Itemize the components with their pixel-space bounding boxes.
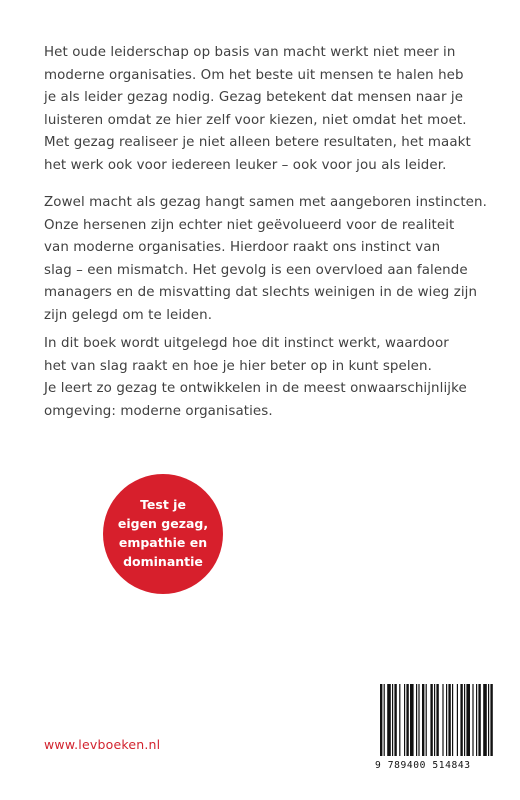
- blurb-paragraph-3: In dit boek wordt uitgelegd hoe dit instinct werkt, waardoor het van slag raakt en hoe je hier beter op in kunt spelen. Je leert zo gezag te ontwikkelen in de meest onwaarschijnlijke omgeving: moderne organisaties.: [44, 336, 467, 419]
- blurb-paragraph-2: Zowel macht als gezag hangt samen met aangeboren instincten. Onze hersenen zijn echter niet geëvolueerd voor de realiteit van moderne organisaties. Hierdoor raakt ons instinct van slag – een mismatch. Het gevolg is een overvloed aan falende managers en de misvatting dat slechts weinigen in de wieg zijn zijn gelegd om te leiden.: [44, 195, 487, 323]
- promo-badge: [103, 474, 223, 594]
- publisher-website: www.levboeken.nl: [44, 737, 161, 752]
- promo-badge-text: Test je eigen gezag, empathie en dominantie: [117, 497, 209, 569]
- isbn-barcode: [370, 682, 520, 778]
- barcode-bars-icon: [370, 682, 520, 760]
- isbn-digits: 9 789400 514843: [375, 760, 471, 771]
- blurb-paragraph-1: Het oude leiderschap op basis van macht werkt niet meer in moderne organisaties. Om het beste uit mensen te halen heb je als leider gezag nodig. Gezag betekent dat mensen naar je luisteren omdat ze hier zelf voor kiezen, niet omdat het moet. Met gezag realiseer je niet alleen betere resultaten, het maakt het werk ook voor iedereen leuker – ook voor jou als leider.: [44, 45, 471, 173]
